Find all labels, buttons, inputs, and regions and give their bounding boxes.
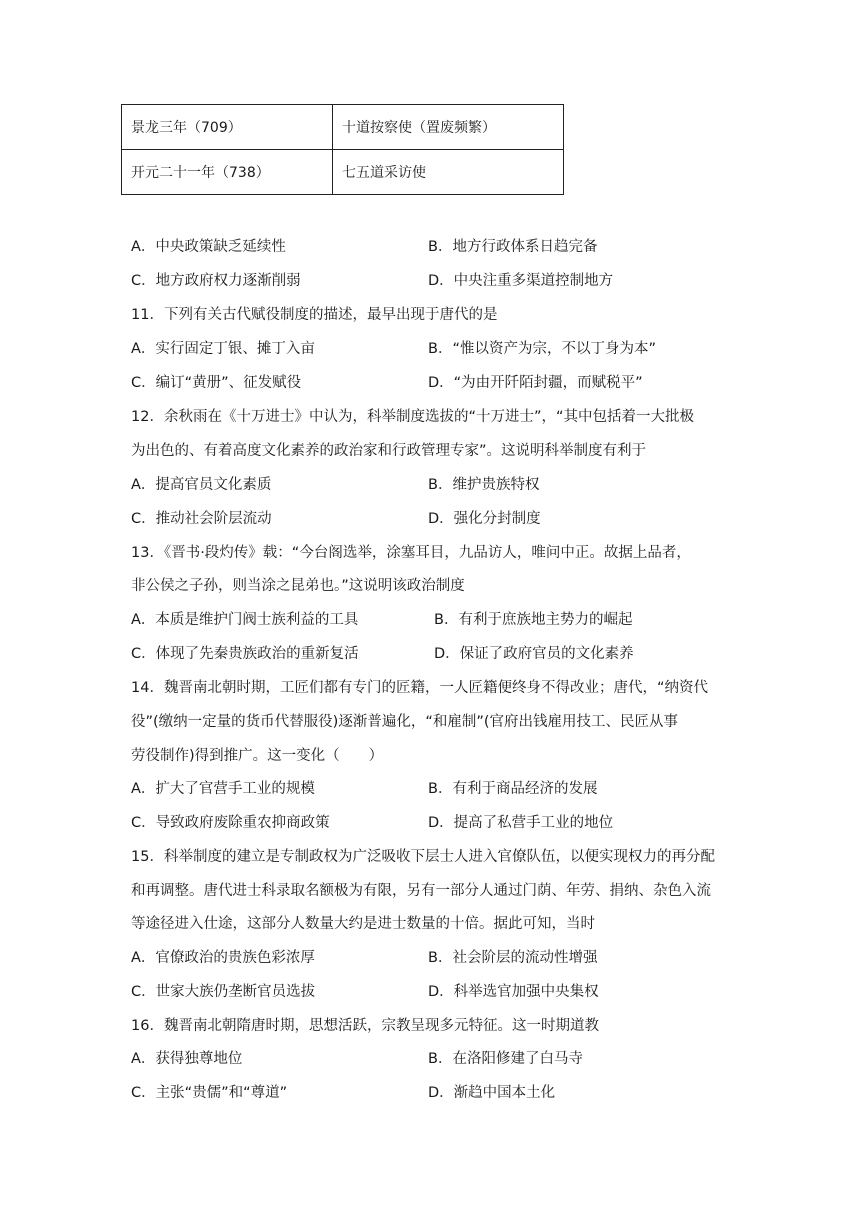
q16-option-c[interactable]: C．主张“贵儒”和“尊道”: [131, 1085, 288, 1101]
q14-stem-line2: 役”(缴纳一定量的货币代替服役)逐渐普遍化，“和雇制”(官府出钱雇用技工、民匠从事: [131, 714, 679, 730]
q16-stem: 16．魏晋南北朝隋唐时期，思想活跃，宗教呈现多元特征。这一时期道教: [131, 1018, 599, 1034]
q15-stem-line2: 和再调整。唐代进士科录取名额极为有限，另有一部分人通过门荫、年劳、捐纳、杂色入流: [131, 883, 711, 899]
table-row: [122, 105, 564, 150]
q16-option-a[interactable]: A．获得独尊地位: [131, 1051, 243, 1067]
table-cell-year: 景龙三年（709）: [122, 105, 333, 150]
q10-option-b[interactable]: B．地方行政体系日趋完备: [428, 239, 598, 255]
q13-option-c[interactable]: C．体现了先秦贵族政治的重新复活: [131, 646, 359, 662]
q14-stem-line3: 劳役制作)得到推广。这一变化（ ）: [131, 748, 384, 764]
q15-option-c[interactable]: C．世家大族仍垄断官员选拔: [131, 984, 316, 1000]
q11-stem: 11．下列有关古代赋役制度的描述，最早出现于唐代的是: [131, 307, 498, 323]
q13-stem-line2: 非公侯之子孙，则当涂之昆弟也。”这说明该政治制度: [131, 578, 465, 594]
q14-option-a[interactable]: A．扩大了官营手工业的规模: [131, 781, 315, 797]
history-table: [121, 104, 564, 195]
q14-option-d[interactable]: D．提高了私营手工业的地位: [428, 815, 614, 831]
q11-option-b[interactable]: B．“惟以资产为宗，不以丁身为本”: [428, 341, 656, 357]
q16-option-d[interactable]: D．渐趋中国本土化: [428, 1085, 556, 1101]
q14-stem-line1: 14．魏晋南北朝时期，工匠们都有专门的匠籍，一人匠籍便终身不得改业；唐代，“纳资代: [131, 680, 708, 696]
q15-option-d[interactable]: D．科举选官加强中央集权: [428, 984, 599, 1000]
table-cell-year: 开元二十一年（738）: [122, 150, 333, 195]
q10-option-c[interactable]: C．地方政府权力逐渐削弱: [131, 273, 301, 289]
q11-option-d[interactable]: D．“为由开阡陌封疆，而赋税平”: [428, 375, 643, 391]
q12-stem-line1: 12．余秋雨在《十万进士》中认为，科举制度选拔的“十万进士”，“其中包括着一大批极: [131, 409, 694, 425]
q13-option-a[interactable]: A．本质是维护门阀士族利益的工具: [131, 612, 359, 628]
table-cell-office: 七五道采访使: [333, 150, 564, 195]
q13-option-b[interactable]: B．有利于庶族地主势力的崛起: [434, 612, 633, 628]
q10-option-a[interactable]: A．中央政策缺乏延续性: [131, 239, 286, 255]
table-cell-office: 十道按察使（置废频繁）: [333, 105, 564, 150]
q15-stem-line3: 等途径进入仕途，这部分人数量大约是进士数量的十倍。据此可知，当时: [131, 916, 595, 932]
q14-option-b[interactable]: B．有利于商品经济的发展: [428, 781, 598, 797]
q12-option-b[interactable]: B．维护贵族特权: [428, 477, 540, 493]
q12-stem-line2: 为出色的、有着高度文化素养的政治家和行政管理专家”。这说明科举制度有利于: [131, 443, 647, 459]
q13-option-d[interactable]: D．保证了政府官员的文化素养: [434, 646, 634, 662]
q15-option-a[interactable]: A．官僚政治的贵族色彩浓厚: [131, 950, 315, 966]
q15-option-b[interactable]: B．社会阶层的流动性增强: [428, 950, 598, 966]
table-row: [122, 150, 564, 195]
q16-option-b[interactable]: B．在洛阳修建了白马寺: [428, 1051, 583, 1067]
q12-option-c[interactable]: C．推动社会阶层流动: [131, 511, 272, 527]
q15-stem-line1: 15．科举制度的建立是专制政权为广泛吸收下层士人进入官僚队伍，以便实现权力的再分配: [131, 849, 715, 865]
q10-option-d[interactable]: D．中央注重多渠道控制地方: [428, 273, 614, 289]
q11-option-c[interactable]: C．编订“黄册”、征发赋役: [131, 375, 302, 391]
q12-option-d[interactable]: D．强化分封制度: [428, 511, 541, 527]
q12-option-a[interactable]: A．提高官员文化素质: [131, 477, 272, 493]
q11-option-a[interactable]: A．实行固定丁银、摊丁入亩: [131, 341, 315, 357]
q13-stem-line1: 13．《晋书·段灼传》载：“今台阁选举，涂塞耳目，九品访人，唯问中正。故据上品者，: [131, 545, 691, 561]
q14-option-c[interactable]: C．导致政府废除重农抑商政策: [131, 815, 330, 831]
